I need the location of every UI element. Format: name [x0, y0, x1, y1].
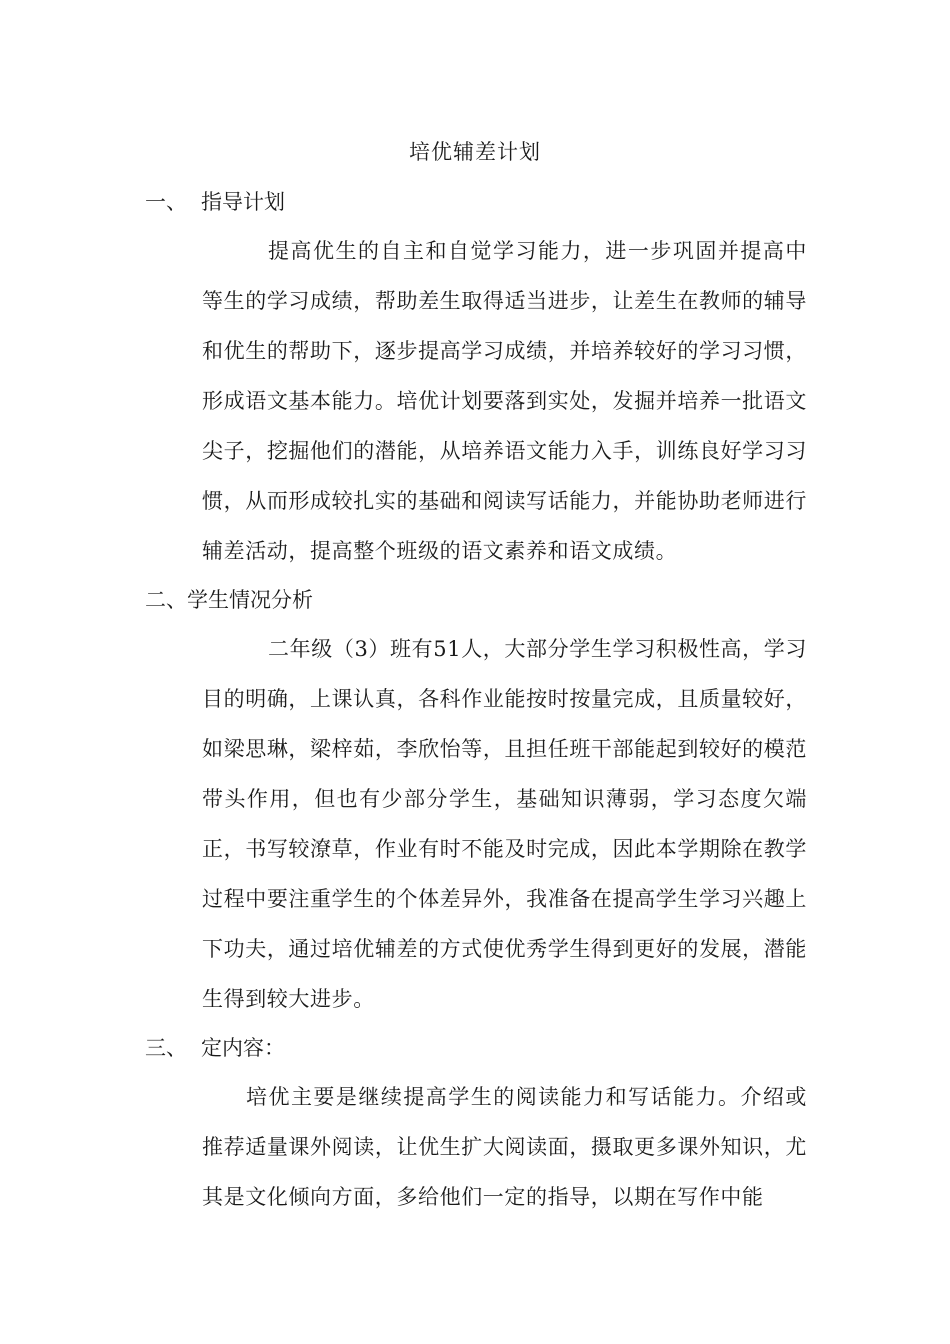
section-number-1: 一、 [145, 190, 187, 214]
section-title-1: 指导计划 [201, 190, 285, 214]
section-paragraph-2: 二年级（3）班有51人，大部分学生学习积极性高，学习目的明确，上课认真，各科作业能按时按量完成，且质量较好，如梁思琳，梁梓茹，李欣怡等，且担任班干部能起到较好的模范带头作用，但也有少部分学生，基础知识薄弱，学习态度欠端正，书写较潦草，作业有时不能及时完成，因此本学期除在教学过程中要注重学生的个体差异外，我准备在提高学生学习兴趣上下功夫，通过培优辅差的方式使优秀学生得到更好的发展，潜能生得到较大进步。 [202, 637, 807, 1011]
section-title-2: 学生情况分析 [187, 588, 313, 612]
section-heading-2 [145, 584, 313, 616]
section-number-2: 二、 [145, 588, 187, 612]
section-number-3: 三、 [145, 1036, 187, 1060]
section-paragraph-1: 提高优生的自主和自觉学习能力，进一步巩固并提高中等生的学习成绩，帮助差生取得适当进步，让差生在教师的辅导和优生的帮助下，逐步提高学习成绩，并培养较好的学习习惯，形成语文基本能力。培优计划要落到实处，发掘并培养一批语文尖子，挖掘他们的潜能，从培养语文能力入手，训练良好学习习惯，从而形成较扎实的基础和阅读写话能力，并能协助老师进行辅差活动，提高整个班级的语文素养和语文成绩。 [202, 239, 807, 563]
section-heading-3 [145, 1032, 285, 1064]
section-title-3: 定内容： [201, 1036, 285, 1060]
section-heading-1 [145, 186, 285, 218]
section-paragraph-3: 培优主要是继续提高学生的阅读能力和写话能力。介绍或推荐适量课外阅读，让优生扩大阅读面，摄取更多课外知识，尤其是文化倾向方面，多给他们一定的指导，以期在写作中能 [202, 1085, 807, 1209]
document-title: 培优辅差计划 [409, 140, 541, 164]
